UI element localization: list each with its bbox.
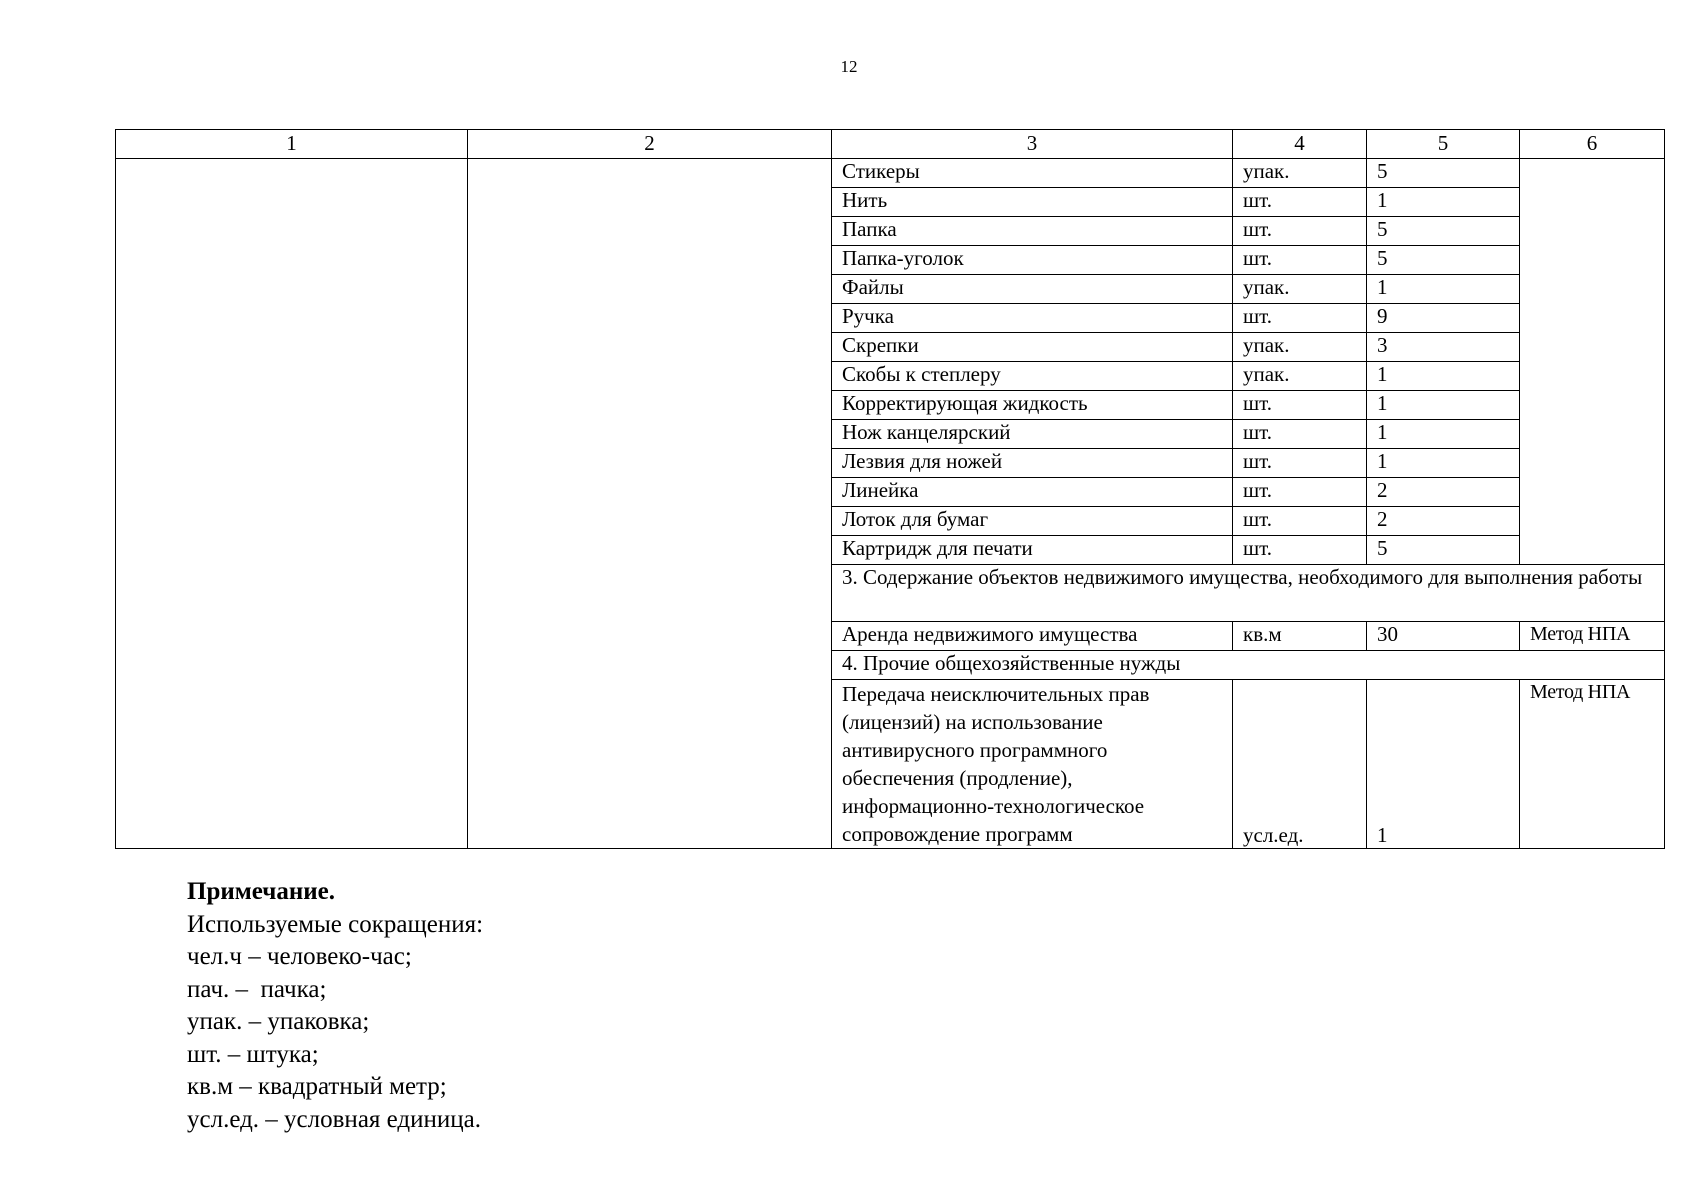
item-unit: упак. [1233,275,1367,304]
item-qty: 1 [1367,188,1520,217]
note-line: Используемые сокращения: [187,910,484,938]
note-line: усл.ед. – условная единица. [187,1105,482,1133]
table-row [116,159,1665,188]
header-cell-3: 3 [832,130,1233,159]
blank-cell-col6 [1520,159,1665,565]
license-name-line: антивирусного программного [842,738,1108,762]
item-qty: 1 [1367,420,1520,449]
item-qty: 1 [1367,275,1520,304]
note-line: пач. – пачка; [187,975,327,1003]
item-qty: 5 [1367,246,1520,275]
item-qty: 1 [1367,449,1520,478]
item-qty: 5 [1367,217,1520,246]
item-qty: 1 [1367,680,1520,849]
note-line: чел.ч – человеко-час; [187,943,412,970]
item-name: Аренда недвижимого имущества [832,622,1233,651]
item-qty: 2 [1367,507,1520,536]
note-line: шт. – штука; [187,1040,319,1068]
section-4-title: 4. Прочие общехозяйственные нужды [832,651,1665,680]
header-cell-6: 6 [1520,130,1665,159]
item-name: Скрепки [832,333,1233,362]
note-line: кв.м – квадратный метр; [187,1073,447,1100]
license-name-line: сопровождение программ [842,822,1073,846]
blank-cell-col1 [116,159,468,849]
item-name: Папка-уголок [832,246,1233,275]
item-unit: шт. [1233,420,1367,449]
item-unit: шт. [1233,536,1367,565]
item-name: Скобы к степлеру [832,362,1233,391]
item-unit: шт. [1233,217,1367,246]
item-name: Ручка [832,304,1233,333]
item-name: Нить [832,188,1233,217]
section-3-title: 3. Содержание объектов недвижимого имущества, необходимого для выполнения работы [832,565,1665,622]
license-name-line: Передача неисключительных прав [842,682,1150,706]
item-name: Папка [832,217,1233,246]
resources-table [115,129,1665,849]
table-header-row [116,130,1665,159]
item-name: Нож канцелярский [832,420,1233,449]
header-cell-2: 2 [468,130,832,159]
item-unit: шт. [1233,478,1367,507]
page-number: 12 [840,57,858,76]
header-cell-5: 5 [1367,130,1520,159]
item-unit: упак. [1233,333,1367,362]
item-qty: 2 [1367,478,1520,507]
item-name: Лезвия для ножей [832,449,1233,478]
item-unit: шт. [1233,304,1367,333]
license-name-line: информационно-технологическое [842,794,1145,818]
license-name-line: (лицензий) на использование [842,710,1103,734]
item-method: Метод НПА [1520,622,1665,651]
table-body [116,130,1665,849]
item-qty: 1 [1367,362,1520,391]
item-unit: шт. [1233,246,1367,275]
item-qty: 30 [1367,622,1520,651]
header-cell-1: 1 [116,130,468,159]
item-name: Линейка [832,478,1233,507]
item-unit: кв.м [1233,622,1367,651]
item-name: Стикеры [832,159,1233,188]
item-qty: 9 [1367,304,1520,333]
item-unit: шт. [1233,449,1367,478]
item-unit: шт. [1233,507,1367,536]
item-name: Корректирующая жидкость [832,391,1233,420]
item-unit: упак. [1233,159,1367,188]
item-name: Лоток для бумаг [832,507,1233,536]
item-unit: шт. [1233,391,1367,420]
item-unit: упак. [1233,362,1367,391]
license-item-name [832,680,1233,849]
item-method: Метод НПА [1520,680,1665,849]
item-unit: шт. [1233,188,1367,217]
item-qty: 5 [1367,536,1520,565]
note-line: упак. – упаковка; [187,1008,370,1035]
header-cell-4: 4 [1233,130,1367,159]
item-qty: 1 [1367,391,1520,420]
note-title: Примечание. [187,878,336,905]
item-name: Файлы [832,275,1233,304]
blank-cell-col2 [468,159,832,849]
item-qty: 3 [1367,333,1520,362]
note-block [187,876,483,1136]
item-unit: усл.ед. [1233,680,1367,849]
license-name-line: обеспечения (продление), [842,766,1073,790]
item-name: Картридж для печати [832,536,1233,565]
item-qty: 5 [1367,159,1520,188]
